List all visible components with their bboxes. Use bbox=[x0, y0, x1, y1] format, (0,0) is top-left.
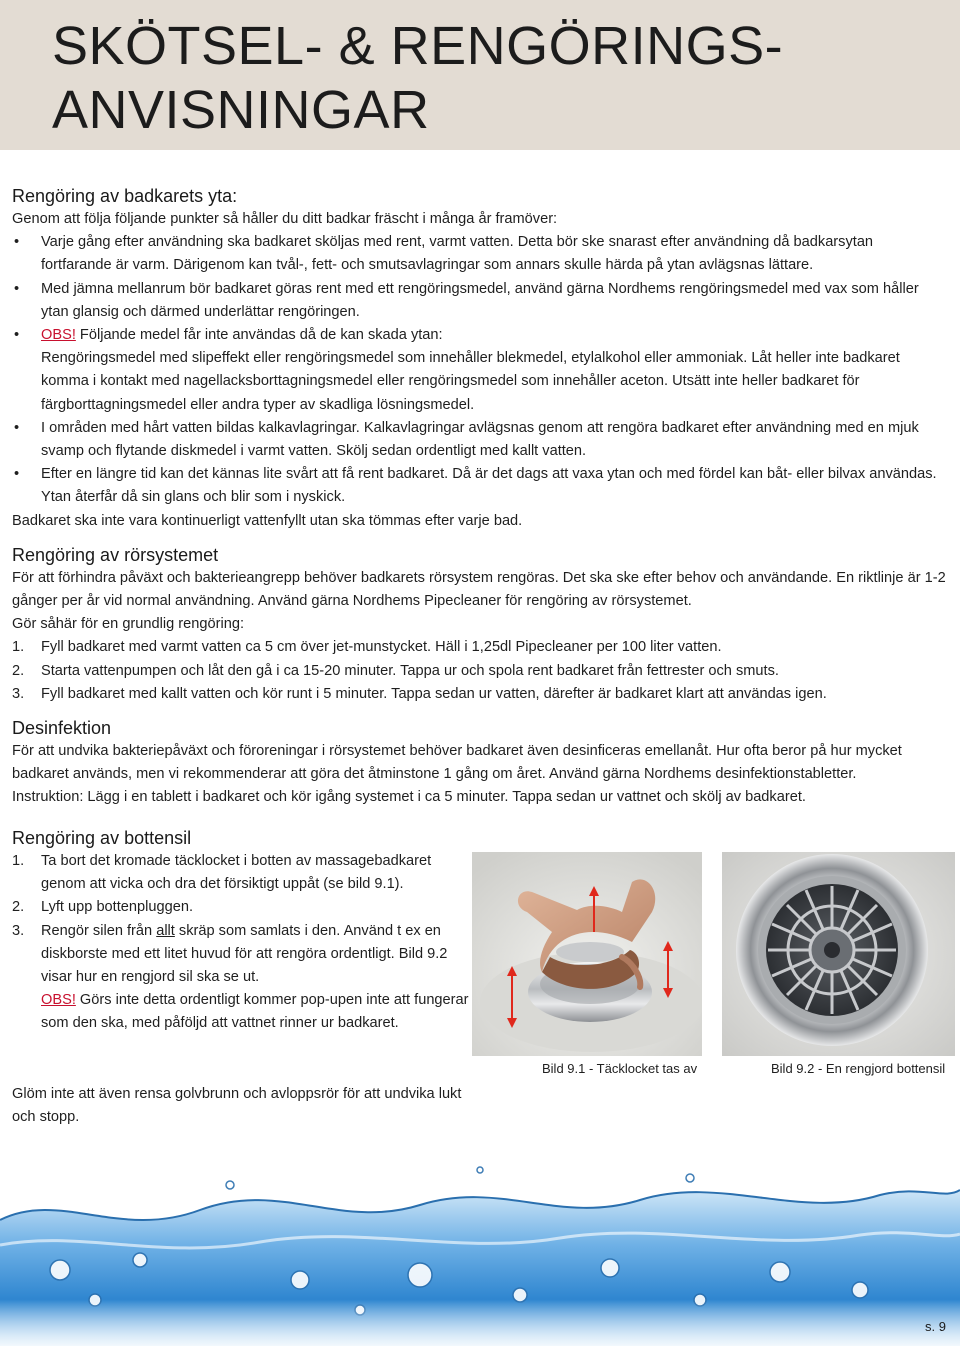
step-item bbox=[12, 896, 472, 919]
section-closing: Badkaret ska inte vara kontinuerligt vattenfyllt utan ska tömmas efter varje bad. bbox=[12, 512, 523, 529]
obs-label: OBS! bbox=[41, 992, 76, 1009]
bullet-icon: • bbox=[14, 466, 20, 483]
section-intro: Genom att följa följande punkter så håller du ditt badkar fräscht i många år framöver: bbox=[12, 211, 558, 227]
step-text: Fyll badkaret med varmt vatten ca 5 cm över jet-munstycket. Häll i 1,25dl Pipecleaner per 100 liter vatten. bbox=[41, 639, 722, 656]
bullet-item bbox=[12, 463, 947, 509]
bullet-text: Med jämna mellanrum bör badkaret göras rent med ett rengöringsmedel, använd gärna Nordhems rengöringsmedel med vax som håller ytan glansig och därmed underlättar rengöringen. bbox=[41, 280, 919, 320]
step-number: 2. bbox=[12, 662, 25, 679]
step-underlined-word: allt bbox=[156, 922, 175, 939]
section-drain bbox=[12, 826, 472, 1036]
section-heading-drain: Rengöring av bottensil bbox=[12, 828, 192, 848]
page-number: s. 9 bbox=[925, 1319, 946, 1334]
section-body: För att förhindra påväxt och bakterieangrepp behöver badkarets rörsystem rengöras. Det ska ske efter behov och användande. En riktlinje är 1-2 gånger per år vid normal användning. Använd gärna Nordhems Pipecleaner för rengöring av rörsystemet. bbox=[12, 569, 946, 610]
step-text: Rengör silen från bbox=[41, 922, 157, 939]
photo-cover-removal-illustration bbox=[472, 852, 702, 1056]
step-text: skräp som samlats i den. Använd t ex en diskborste med ett litet huvud för att rengöra ordentligt. Bild 9.2 visar hur en rengjord sil ska se ut. bbox=[41, 922, 448, 986]
water-splash-decoration bbox=[0, 1150, 960, 1346]
bullet-icon: • bbox=[14, 419, 20, 436]
figure-caption-9-2: Bild 9.2 - En rengjord bottensil bbox=[771, 1061, 946, 1076]
section-heading-surface: Rengöring av badkarets yta: bbox=[12, 186, 238, 206]
step-item bbox=[12, 636, 947, 659]
bullet-icon: • bbox=[14, 280, 20, 297]
main-content bbox=[12, 184, 947, 810]
step-text: Ta bort det kromade täcklocket i botten av massagebadkaret genom att vicka och dra det försiktigt uppåt (se bild 9.1). bbox=[41, 853, 432, 893]
obs-note bbox=[12, 989, 472, 1035]
section-intro: Gör såhär för en grundlig rengöring: bbox=[12, 616, 245, 633]
obs-label: OBS! bbox=[41, 327, 76, 344]
section-heading-pipes: Rengöring av rörsystemet bbox=[12, 544, 219, 565]
bullet-icon: • bbox=[14, 234, 20, 251]
bullet-text: I områden med hårt vatten bildas kalkavlagringar. Kalkavlagringar avlägsnas genom att rengöra badkaret efter användning med en mjuk svamp och flytande diskmedel i varmt vatten. Skölj sedan ordentligt med kallt vatten. bbox=[41, 419, 919, 460]
figure-caption-9-1: Bild 9.1 - Täcklocket tas av bbox=[542, 1061, 698, 1076]
bullet-detail: Rengöringsmedel med slipeffekt eller rengöringsmedel som innehåller blekmedel, etylalkohol eller ammoniak. Låt heller inte badkaret komma i kontakt med nagellacksborttagningsmedel eller rengöringsmedel som innehåller aceton. Utsätt inte heller badkaret för färgborttagningsmedel eller andra typer av skadliga lösningsmedel. bbox=[41, 350, 900, 413]
bullet-text: Efter en längre tid kan det kännas lite svårt att få rent badkaret. Då är det dags att vaxa ytan och med fördel kan båt- eller bilvax användas. Ytan återfår då sin glans och blir som i nyskick. bbox=[41, 466, 937, 506]
bullet-item bbox=[12, 231, 947, 277]
step-list bbox=[12, 636, 947, 706]
section-body: För att undvika bakteriepåväxt och föroreningar i rörsystemet behöver badkaret även desinficeras emellanåt. Hur ofta beror på hur mycket badkaret används, men vi rekommenderar att göra det åtminstone 1 gång om året. Använd gärna Nordhems desinfektionstabletter. bbox=[12, 743, 902, 783]
bullet-item bbox=[12, 278, 947, 324]
title-line-1: SKÖTSEL- & RENGÖRINGS- bbox=[52, 16, 784, 76]
step-number: 2. bbox=[12, 899, 25, 916]
title-line-2: ANVISNINGAR bbox=[52, 80, 430, 140]
step-text: Lyft upp bottenpluggen. bbox=[41, 899, 194, 916]
page-title bbox=[52, 14, 783, 142]
photo-clean-strainer-illustration bbox=[722, 852, 955, 1056]
bullet-text: Följande medel får inte användas då de kan skada ytan: bbox=[75, 327, 443, 344]
step-number: 3. bbox=[12, 922, 25, 939]
step-text: Starta vattenpumpen och låt den gå i ca 15-20 minuter. Tappa ur och spola rent badkaret från fettrester och smuts. bbox=[41, 662, 779, 679]
obs-text: Görs inte detta ordentligt kommer pop-upen inte att fungerar som den ska, med påföljd att vattnet rinner ur badkaret. bbox=[41, 992, 469, 1032]
section-heading-disinfection: Desinfektion bbox=[12, 718, 112, 739]
water-splash-image bbox=[0, 1150, 960, 1346]
step-number: 1. bbox=[12, 853, 25, 869]
section-instruction: Instruktion: Lägg i en tablett i badkaret och kör igång systemet i ca 5 minuter. Tappa sedan ur vattnet och skölj av badkaret. bbox=[12, 789, 806, 806]
step-item bbox=[12, 683, 947, 706]
header-band bbox=[0, 0, 960, 150]
photo-cover-removal bbox=[472, 852, 702, 1056]
step-item bbox=[12, 850, 472, 896]
step-item bbox=[12, 660, 947, 683]
photo-clean-strainer bbox=[722, 852, 955, 1056]
step-number: 3. bbox=[12, 685, 25, 702]
step-text: Fyll badkaret med kallt vatten och kör runt i 5 minuter. Tappa sedan ur vatten, därefter är badkaret klart att användas igen. bbox=[41, 685, 827, 702]
bullet-icon: • bbox=[14, 327, 20, 344]
bullet-item bbox=[12, 324, 947, 417]
step-number: 1. bbox=[12, 639, 25, 656]
drain-closing: Glöm inte att även rensa golvbrunn och avloppsrör för att undvika lukt och stopp. bbox=[12, 1086, 462, 1126]
step-item bbox=[12, 920, 472, 990]
bullet-item bbox=[12, 417, 947, 463]
bullet-text: Varje gång efter användning ska badkaret sköljas med rent, varmt vatten. Detta bör ske snarast efter användning då badkarsytan fortfarande är varm. Därigenom kan tvål-, fett- och smutsavlagringar som annars skulle härda på ytan avlägsnas lättare. bbox=[41, 234, 874, 274]
